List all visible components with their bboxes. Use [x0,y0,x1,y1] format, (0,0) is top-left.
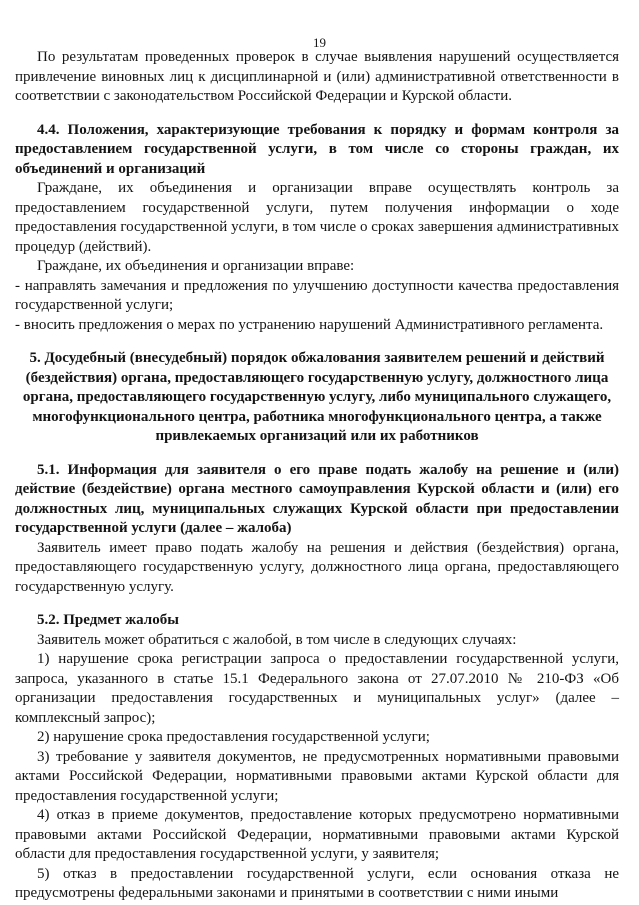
paragraph: - вносить предложения о мерах по устранению нарушений Административного регламента. [15,316,604,333]
paragraph: По результатам проведенных проверок в случае выявления нарушений осуществляется привлечение виновных лиц к дисциплинарной и (или) административной ответственности в соответствии с законодательством Российской Федерации и Курской области. [15,49,619,104]
paragraph: Заявитель может обратиться с жалобой, в том числе в следующих случаях: [37,631,517,648]
paragraph: 5) отказ в предоставлении государственной услуги, если основания отказа не предусмотрены федеральными законами и принятыми в соответствии с ними иными [15,865,619,901]
spacer [15,597,619,611]
paragraph: Граждане, их объединения и организации вправе осуществлять контроль за предоставлением государственной услуги, путем получения информации о ходе предоставления государственной услуги, в том числе о сроках завершения административных процедур (действий). [15,180,619,255]
spacer [15,447,619,461]
paragraph: - направлять замечания и предложения по улучшению доступности качества предоставления государственной услуги; [15,277,619,313]
section-heading: 4.4. Положения, характеризующие требования к порядку и формам контроля за предоставлением государственной услуги, в том числе со стороны граждан, их объединений и организаций [15,121,619,177]
paragraph: Заявитель имеет право подать жалобу на решения и действия (бездействия) органа, предоставляющего государственную услугу, должностного лица органа, предоставляющего государственную услугу. [15,539,619,595]
paragraph: Граждане, их объединения и организации вправе: [37,258,355,274]
page-number: 19 [313,35,326,50]
document-body [15,48,619,904]
section-heading: 5.2. Предмет жалобы [37,612,179,628]
chapter-heading: 5. Досудебный (внесудебный) порядок обжалования заявителем решений и действий (бездействия) органа, предоставляющего государственную услугу, должностного лица органа, предоставляющего государственную услугу, либо муниципального служащего, многофункционального центра, работника многофункционального центра, а также привлекаемых организаций или их работников [22,350,612,444]
spacer [15,335,619,349]
paragraph: 1) нарушение срока регистрации запроса о предоставлении государственной услуги, запроса, указанного в статье 15.1 Федерального закона от 27.07.2010 № 210-ФЗ «Об организации предоставления государственных и муниципальных услуг» (далее – комплексный запрос); [15,651,619,726]
spacer [15,107,619,121]
section-heading: 5.1. Информация для заявителя о его праве подать жалобу на решение и (или) действие (бездействие) органа местного самоуправления Курской области и (или) его должностных лиц, муниципальных служащих Курской области при предоставлении государственной услуги (далее – жалоба) [15,461,619,536]
paragraph: 3) требование у заявителя документов, не предусмотренных нормативными правовыми актами Российской Федерации, нормативными правовыми актами Курской области для предоставления государственной услуги; [15,748,619,804]
paragraph: 4) отказ в приеме документов, предоставление которых предусмотрено нормативными правовыми актами Российской Федерации, нормативными правовыми актами Курской области для предоставления государственной услуги, у заявителя; [15,807,619,862]
paragraph: 2) нарушение срока предоставления государственной услуги; [37,729,430,745]
